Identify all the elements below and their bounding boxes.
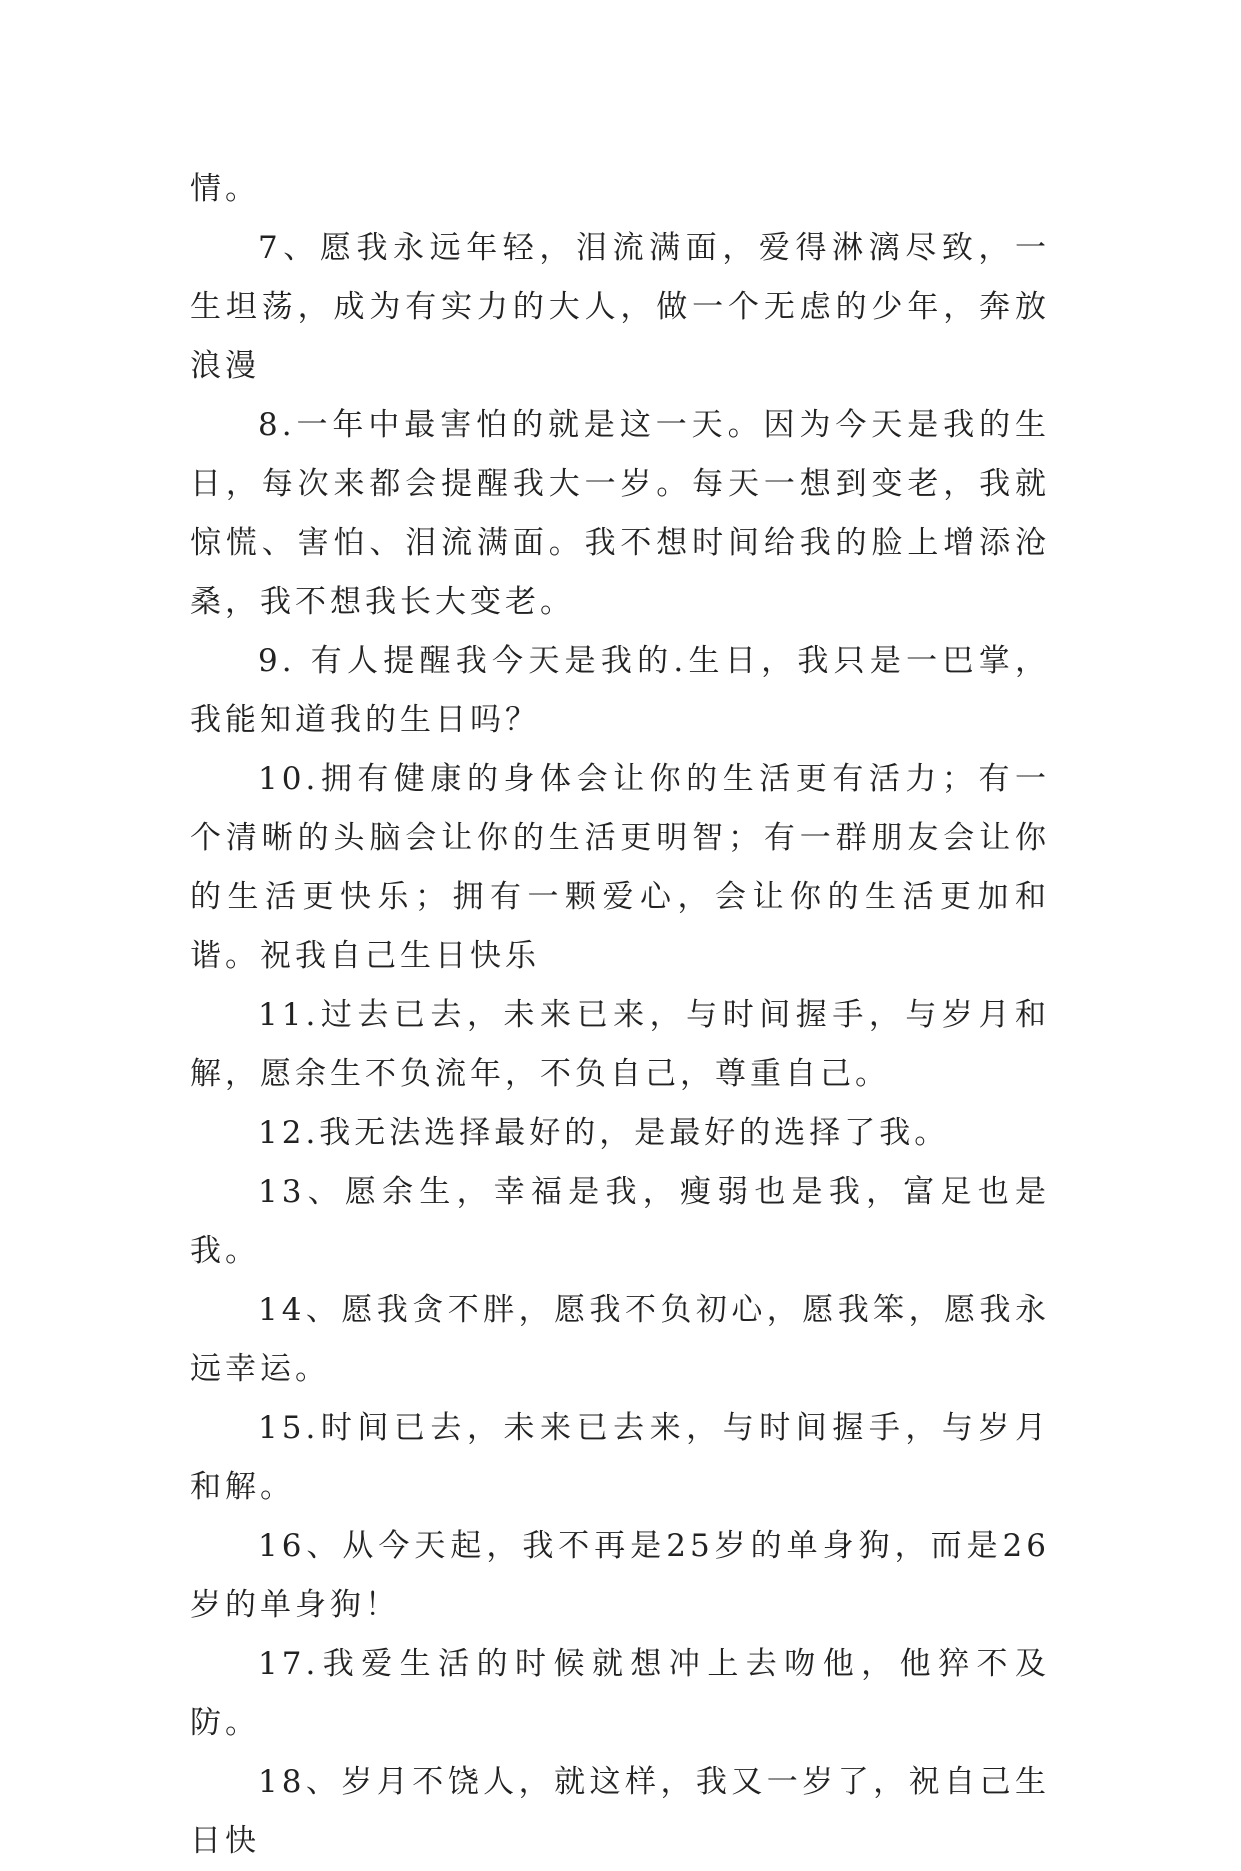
paragraph-12: 12.我无法选择最好的，是最好的选择了我。 — [258, 1115, 950, 1151]
paragraph-16: 16、从今天起，我不再是25岁的单身狗，而是26岁的单身狗！ — [190, 1528, 1050, 1623]
paragraph-11: 11.过去已去，未来已来，与时间握手，与岁月和解，愿余生不负流年，不负自己，尊重自己。 — [190, 997, 1050, 1092]
paragraph-9: 9. 有人提醒我今天是我的.生日，我只是一巴掌，我能知道我的生日吗？ — [190, 643, 1050, 738]
paragraph-10: 10.拥有健康的身体会让你的生活更有活力；有一个清晰的头脑会让你的生活更明智；有一群朋友会让你的生活更快乐；拥有一颗爱心，会让你的生活更加和谐。祝我自己生日快乐 — [190, 761, 1050, 974]
paragraph-13: 13、愿余生，幸福是我，瘦弱也是我，富足也是我。 — [190, 1174, 1050, 1269]
paragraph-15: 15.时间已去，未来已去来，与时间握手，与岁月和解。 — [190, 1410, 1050, 1505]
paragraph-18: 18、岁月不饶人，就这样，我又一岁了，祝自己生日快 — [190, 1764, 1050, 1859]
paragraph-continuation: 情。 — [190, 171, 260, 207]
document-body — [190, 160, 1050, 1871]
paragraph-8: 8.一年中最害怕的就是这一天。因为今天是我的生日，每次来都会提醒我大一岁。每天一想到变老，我就惊慌、害怕、泪流满面。我不想时间给我的脸上增添沧桑，我不想我长大变老。 — [190, 407, 1050, 620]
paragraph-17: 17.我爱生活的时候就想冲上去吻他，他猝不及防。 — [190, 1646, 1050, 1741]
paragraph-14: 14、愿我贪不胖，愿我不负初心，愿我笨，愿我永远幸运。 — [190, 1292, 1050, 1387]
paragraph-7: 7、愿我永远年轻，泪流满面，爱得淋漓尽致，一生坦荡，成为有实力的大人，做一个无虑的少年，奔放浪漫 — [190, 230, 1050, 384]
